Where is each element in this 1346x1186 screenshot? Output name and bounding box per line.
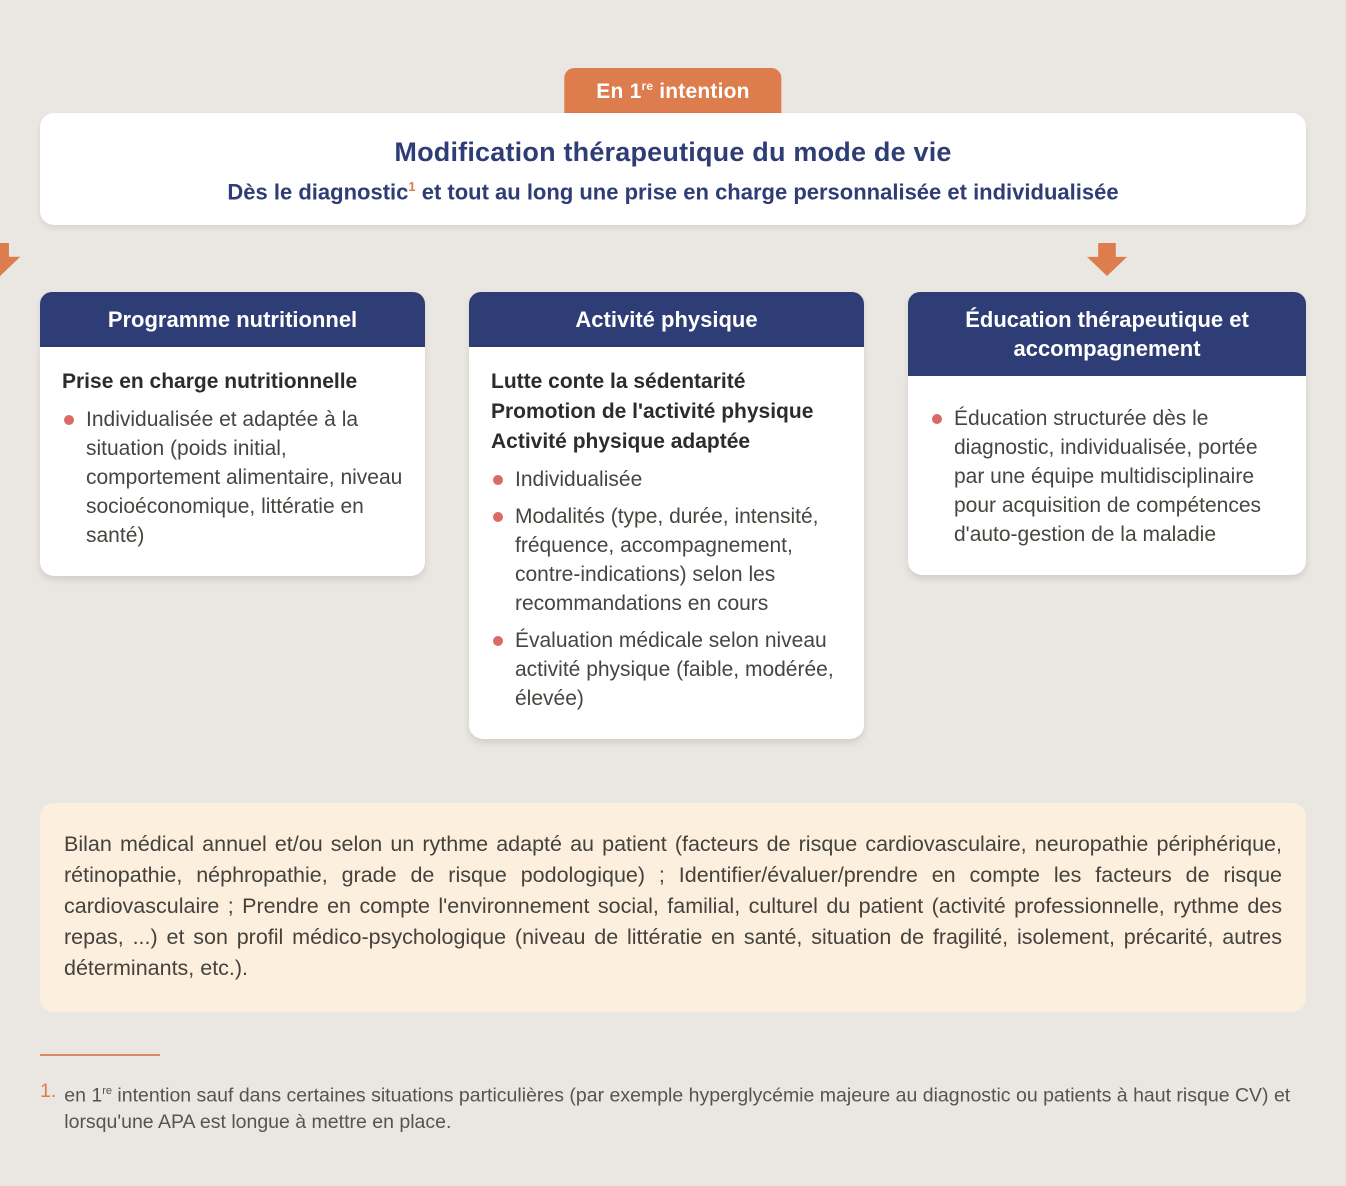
down-arrow-icon bbox=[1087, 243, 1127, 276]
page-subtitle bbox=[40, 179, 1306, 205]
card-intro-line: Prise en charge nutritionnelle bbox=[62, 370, 358, 393]
first-intention-badge bbox=[564, 68, 781, 116]
subtitle-text-post: et tout au long une prise en charge personnalisée et individualisée bbox=[415, 179, 1119, 205]
card-bullets bbox=[491, 465, 844, 713]
subtitle-text-pre: Dès le diagnostic bbox=[227, 179, 409, 205]
card-intro-line: Lutte conte la sédentarité bbox=[491, 370, 746, 393]
page-title: Modification thérapeutique du mode de vie bbox=[394, 137, 952, 167]
badge-text-prefix: En 1 bbox=[596, 80, 642, 103]
card-title: Programme nutritionnel bbox=[40, 292, 425, 347]
footnote-text bbox=[64, 1078, 1316, 1135]
pillar-card bbox=[40, 292, 425, 576]
badge-text-suffix: intention bbox=[653, 80, 750, 103]
card-body bbox=[469, 347, 864, 739]
main-title-box bbox=[40, 113, 1306, 225]
down-arrow-icon bbox=[0, 243, 20, 276]
card-intro-line: Activité physique adaptée bbox=[491, 430, 751, 453]
footnote-superscript: re bbox=[102, 1085, 112, 1097]
card-intro-line: Promotion de l'activité physique bbox=[491, 400, 814, 423]
pillar-card bbox=[469, 292, 864, 739]
subtitle-footnote-ref: 1 bbox=[408, 179, 416, 194]
bullet-item: Individualisée et adaptée à la situation (poids initial, comportement alimentaire, niveau socioéconomique, littératie en santé) bbox=[62, 405, 405, 550]
bullet-item: Évaluation médicale selon niveau activité physique (faible, modérée, élevée) bbox=[491, 626, 844, 713]
card-bullets bbox=[930, 404, 1286, 549]
card-bullets bbox=[62, 405, 405, 550]
footnote-marker: 1. bbox=[40, 1080, 57, 1102]
card-title: Activité physique bbox=[469, 292, 864, 347]
medical-review-summary: Bilan médical annuel et/ou selon un rythme adapté au patient (facteurs de risque cardiovasculaire, neuropathie périphérique, rétinopathie, néphropathie, grade de risque podologique) ; Identifier/évaluer/prendre en compte les facteurs de risque cardiovasculaire ; Prendre en compte l'environnement social, familial, culturel du patient (activité professionnelle, rythme des repas, ...) et son profil médico-psychologique (niveau de littératie en santé, situation de fragilité, isolement, précarité, autres déterminants, etc.). bbox=[40, 803, 1306, 1012]
bullet-item: Individualisée bbox=[491, 465, 844, 494]
bullet-item: Modalités (type, durée, intensité, fréquence, accompagnement, contre-indications) selon les recommandations en cours bbox=[491, 502, 844, 618]
cards-row bbox=[40, 292, 1306, 739]
footnote bbox=[40, 1078, 1316, 1135]
footnote-text-pre: en 1 bbox=[64, 1084, 103, 1107]
card-title: Éducation thérapeutique et accompagnement bbox=[908, 292, 1306, 376]
card-intro bbox=[62, 367, 405, 397]
footnote-divider bbox=[40, 1054, 160, 1056]
card-body bbox=[908, 376, 1306, 575]
badge-superscript: re bbox=[641, 79, 654, 93]
card-intro bbox=[491, 367, 844, 457]
bullet-item: Éducation structurée dès le diagnostic, individualisée, portée par une équipe multidisciplinaire pour acquisition de compétences d'auto-gestion de la maladie bbox=[930, 404, 1286, 549]
footnote-text-post: intention sauf dans certaines situations particulières (par exemple hyperglycémie majeure au diagnostic ou patients à haut risque CV) et lorsqu'une APA est longue à mettre en place. bbox=[64, 1084, 1291, 1133]
card-body bbox=[40, 347, 425, 576]
pillar-card bbox=[908, 292, 1306, 575]
